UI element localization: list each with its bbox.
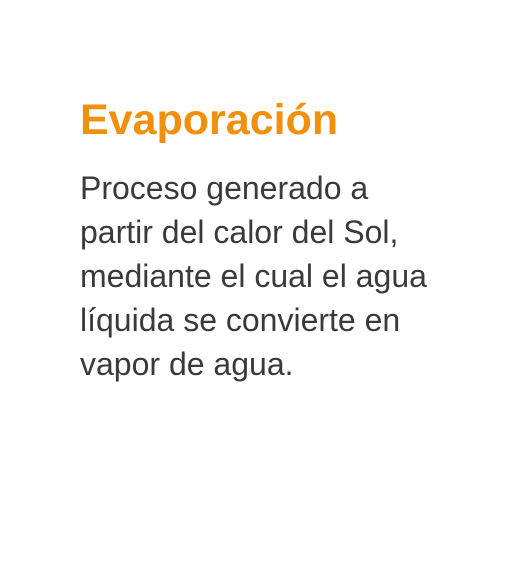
definition-line: líquida se convierte en (80, 302, 401, 338)
definition-line: vapor de agua. (80, 346, 294, 382)
definition-line: Proceso generado a (80, 170, 369, 206)
definition-line: mediante el cual el agua (80, 258, 427, 294)
term-title: Evaporación (80, 96, 339, 144)
definition-line: partir del calor del Sol, (80, 214, 399, 250)
term-definition (80, 166, 500, 386)
